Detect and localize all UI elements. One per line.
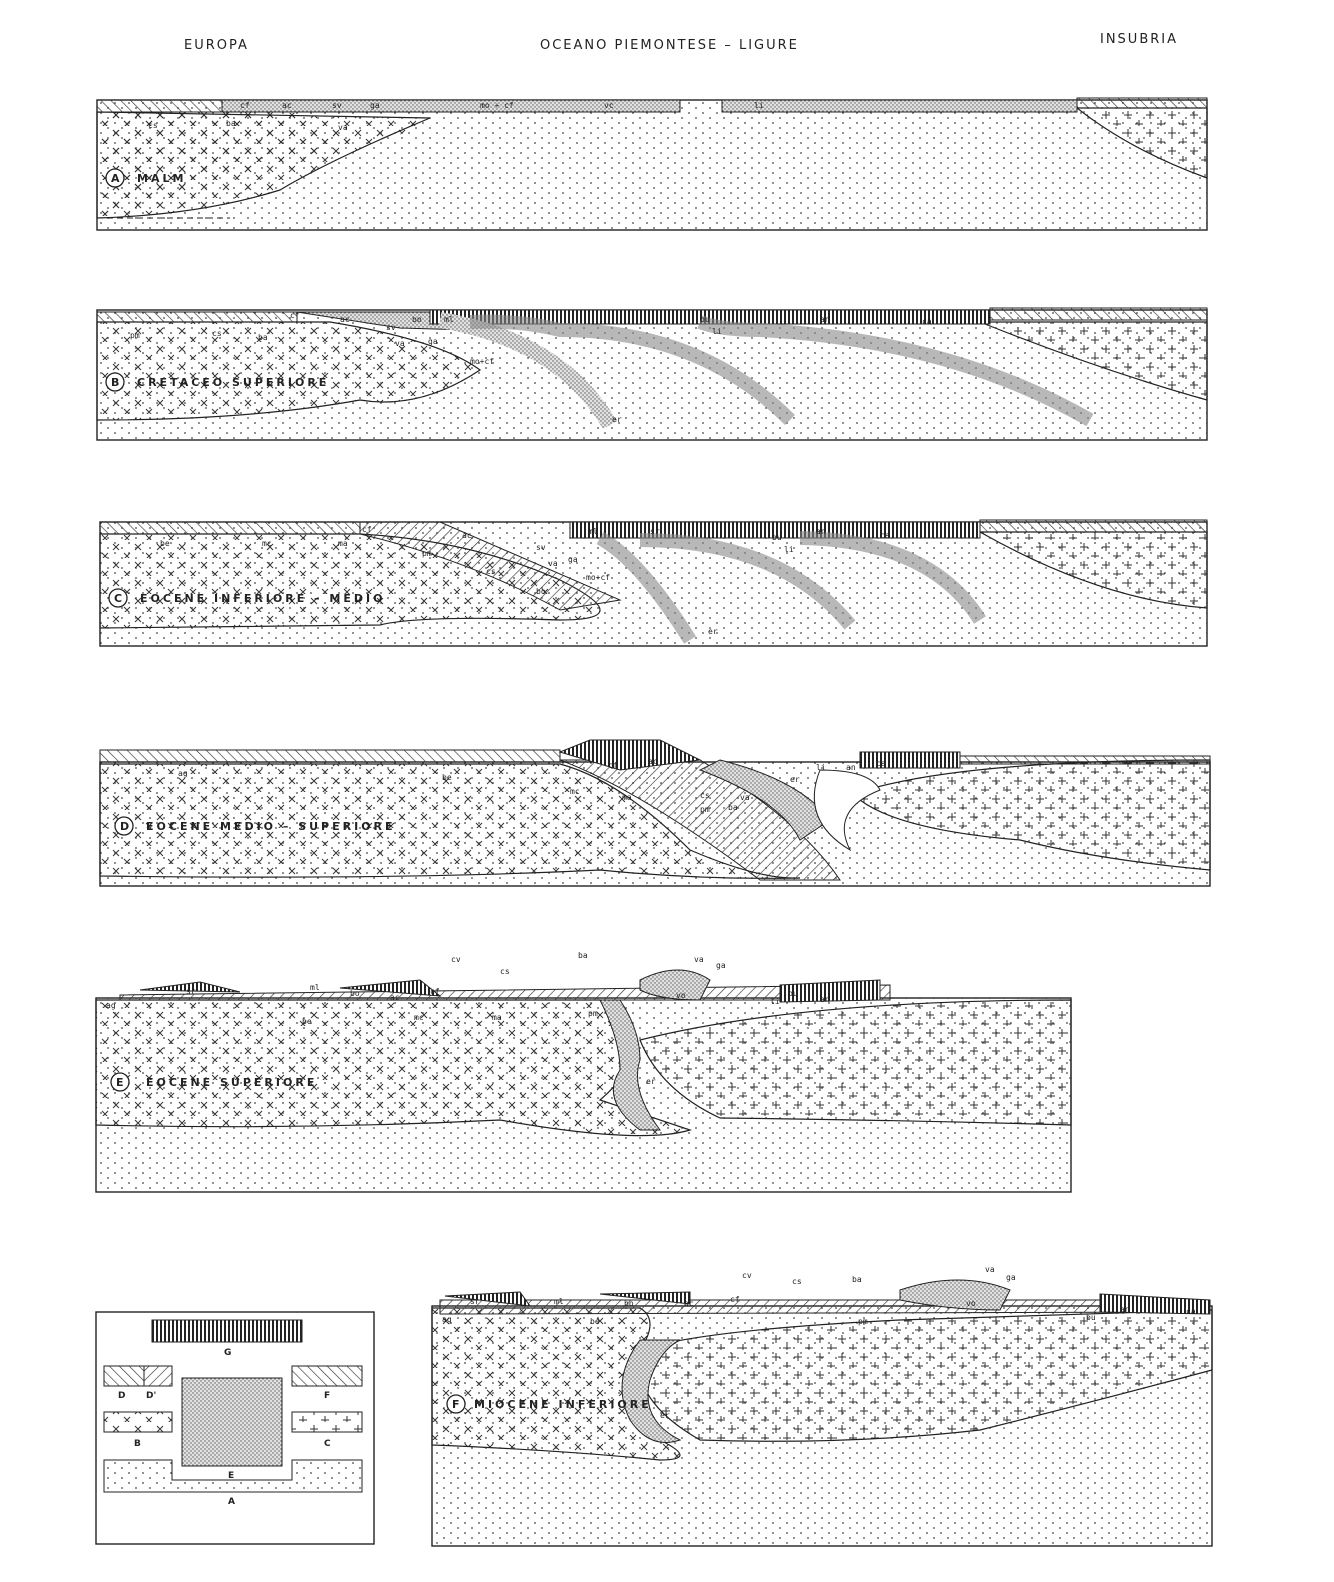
label-pm: pm (588, 1009, 598, 1018)
label-ac: ac (648, 757, 658, 766)
label-li: li (754, 101, 764, 110)
label-va: va (395, 339, 405, 348)
label-ba: ba (578, 951, 588, 960)
label-er: er (790, 775, 800, 784)
label-bu: bu (700, 315, 710, 324)
label-ca: ca (922, 317, 932, 326)
label-mocf: mo + cf (480, 101, 514, 110)
label-ml: ml (588, 527, 598, 536)
label-mc: mc (414, 1013, 424, 1022)
key-dprime: D' (146, 1391, 157, 1401)
label-an: an (1120, 1305, 1130, 1314)
panel-c (100, 520, 1207, 646)
label-vc: vc (604, 101, 614, 110)
label-bu: bu (788, 989, 798, 998)
label-er: er (646, 1077, 656, 1086)
panel-d-letter: D (120, 820, 133, 833)
label-ga: ga (428, 337, 438, 346)
label-ac: ac (462, 531, 472, 540)
label-ga: ga (716, 961, 726, 970)
label-cs: cs (148, 121, 158, 130)
label-ag: ag (106, 1001, 116, 1010)
label-pm: pm (422, 549, 432, 558)
label-va: va (985, 1265, 995, 1274)
label-li: li (770, 997, 780, 1006)
label-an: an (846, 763, 856, 772)
label-ml: ml (310, 983, 320, 992)
label-be: be (302, 1017, 312, 1026)
label-cf: cf (362, 525, 372, 534)
panel-e (96, 951, 1071, 1192)
label-va: va (338, 123, 348, 132)
label-bo: bo (412, 315, 422, 324)
label-va: va (694, 955, 704, 964)
key-b: B (134, 1439, 141, 1449)
label-pm: pm (858, 1317, 868, 1326)
panel-f-letter: F (452, 1398, 463, 1411)
label-cs: cs (700, 791, 710, 800)
label-pm: pm (700, 805, 710, 814)
label-ac: ac (282, 101, 292, 110)
label-cs: cs (212, 329, 222, 338)
panel-e-title: EOCENE SUPERIORE (146, 1076, 318, 1089)
label-sr: sr (650, 527, 660, 536)
panel-d-title: EOCENE MEDIO – SUPERIORE (146, 820, 396, 833)
key-f: F (324, 1391, 331, 1401)
label-mc: mc (570, 787, 580, 796)
label-mc: mc (262, 539, 272, 548)
panel-d (100, 740, 1210, 886)
label-sr: sr (186, 987, 196, 996)
label-ma: ma (622, 793, 632, 802)
label-vo: vo (966, 1299, 976, 1308)
panel-e-letter: E (116, 1076, 127, 1089)
label-mocf: mo+cf (470, 357, 495, 366)
label-an: an (816, 527, 826, 536)
label-ac: ac (684, 1299, 694, 1308)
label-ba: ba (728, 803, 738, 812)
label-cf: cf (290, 311, 300, 320)
label-sv: sv (536, 543, 546, 552)
key-g: G (224, 1348, 232, 1358)
legend-key (96, 1312, 374, 1544)
label-sv: sv (332, 101, 342, 110)
label-ga: ga (1006, 1273, 1016, 1282)
label-an: an (820, 315, 830, 324)
label-bo: bo (350, 989, 360, 998)
label-ba: ba (852, 1275, 862, 1284)
label-ma: ma (492, 1013, 502, 1022)
panel-a-letter: A (111, 172, 123, 185)
panel-b-title: CRETACEO SUPERIORE (137, 376, 330, 389)
label-sr: sr (470, 1297, 480, 1306)
label-be: be (160, 539, 170, 548)
label-li: li (712, 327, 722, 336)
label-ag: ag (178, 769, 188, 778)
label-ba: ba (258, 333, 268, 342)
label-bo: bo (536, 587, 546, 596)
label-be: be (590, 1317, 600, 1326)
label-cf: cf (430, 987, 440, 996)
label-pm: pm (130, 331, 140, 340)
label-ml: ml (444, 315, 454, 324)
label-ga: ga (568, 555, 578, 564)
label-cf: cf (240, 101, 250, 110)
label-ma: ma (338, 539, 348, 548)
label-ca: ca (876, 759, 886, 768)
label-cf: cf (730, 1295, 740, 1304)
label-bu: bu (1086, 1313, 1096, 1322)
label-li: li (784, 545, 794, 554)
label-er: er (708, 627, 718, 636)
label-be: be (442, 773, 452, 782)
panel-b (97, 308, 1207, 440)
label-ga: ga (370, 101, 380, 110)
label-va: va (740, 793, 750, 802)
label-va: va (548, 559, 558, 568)
panel-f (432, 1265, 1212, 1546)
header-insubria: INSUBRIA (1100, 32, 1179, 47)
label-cf: cf (608, 761, 618, 770)
header-oceano: OCEANO PIEMONTESE – LIGURE (540, 38, 799, 53)
label-li: li (816, 763, 826, 772)
panel-f-title: MIOCENE INFERIORE (474, 1398, 652, 1411)
panel-c-title: EOCENE INFERIORE – MEDIO (140, 592, 386, 605)
header-europa: EUROPA (184, 38, 249, 53)
label-er: er (660, 1411, 670, 1420)
label-bo: bo (624, 1299, 634, 1308)
label-cs: cs (486, 567, 496, 576)
label-ml: ml (554, 1297, 564, 1306)
panel-a (97, 98, 1207, 230)
label-vo: vo (676, 991, 686, 1000)
label-er: er (612, 415, 622, 424)
label-ac: ac (390, 993, 400, 1002)
panel-a-title: MALM (137, 172, 187, 185)
label-mocf: mo+cf (586, 573, 611, 582)
label-ca: ca (1186, 1307, 1196, 1316)
label-an: an (820, 995, 830, 1004)
label-cv: cv (742, 1271, 752, 1280)
key-e: E (228, 1471, 235, 1481)
label-cs: cs (792, 1277, 802, 1286)
panel-b-letter: B (111, 376, 123, 389)
key-c: C (324, 1439, 331, 1449)
label-ca: ca (880, 531, 890, 540)
label-cv: cv (451, 955, 461, 964)
key-d: D (118, 1391, 126, 1401)
label-ba: ba (226, 119, 236, 128)
label-ag: ag (442, 1315, 452, 1324)
panel-c-letter: C (114, 592, 126, 605)
label-ac: ac (340, 315, 350, 324)
label-bu: bu (772, 533, 782, 542)
key-a: A (228, 1497, 235, 1507)
label-cs: cs (500, 967, 510, 976)
label-sv: sv (386, 323, 396, 332)
